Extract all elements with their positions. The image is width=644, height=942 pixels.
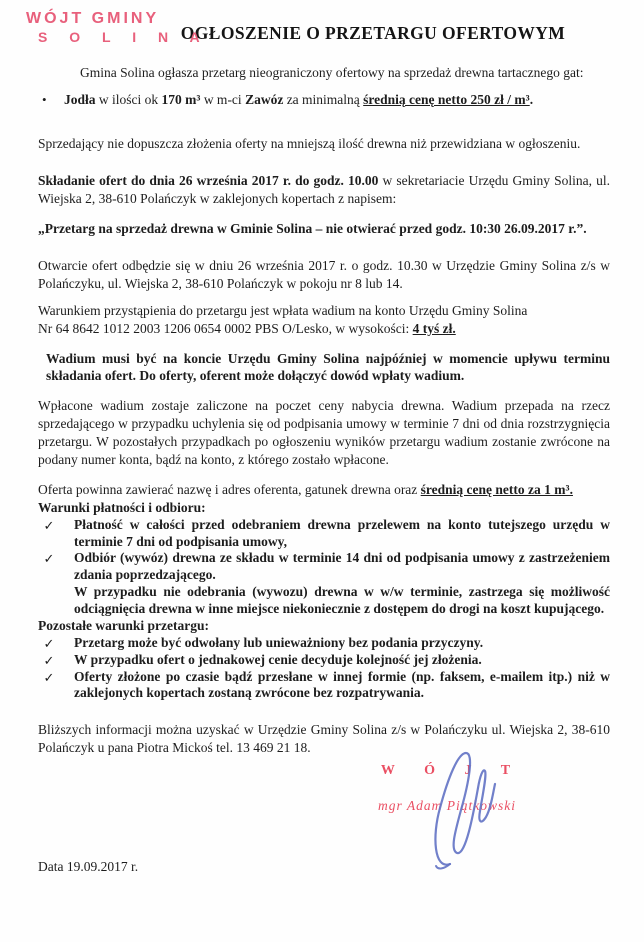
wood-species: Jodła bbox=[64, 91, 96, 107]
lot-seg2: w m-ci bbox=[200, 91, 246, 107]
lot-list-item bbox=[38, 91, 610, 109]
offer-price-requirement: średnią cenę netto za 1 m³. bbox=[420, 482, 573, 498]
payment-term-item-1 bbox=[38, 517, 610, 550]
payment-terms-heading: Warunki płatności i odbioru: bbox=[38, 500, 206, 516]
other-term-2-text: W przypadku ofert o jednakowej cenie decyduje kolejność jej złożenia. bbox=[74, 651, 482, 667]
lot-seg3: za minimalną bbox=[283, 91, 364, 107]
intro-paragraph: Gmina Solina ogłasza przetarg nieograniczony ofertowy na sprzedaż drewna tartacznego gat: bbox=[80, 65, 584, 80]
other-terms-heading: Pozostałe warunki przetargu: bbox=[38, 617, 209, 633]
offer-contents-pre: Oferta powinna zawierać nazwę i adres oferenta, gatunek drewna oraz bbox=[38, 482, 421, 498]
no-smaller-quantity-note: Sprzedający nie dopuszcza złożenia oferty na mniejszą ilość drewna niż przewidziana w ogłoszeniu. bbox=[38, 135, 581, 151]
other-term-1-text: Przetarg może być odwołany lub unieważniony bez podania przyczyny. bbox=[74, 634, 484, 650]
lot-description bbox=[64, 91, 610, 109]
checkmark-icon: ✓ bbox=[43, 635, 55, 651]
document-date: Data 19.09.2017 r. bbox=[38, 859, 139, 875]
bullet-icon: • bbox=[42, 91, 47, 107]
contact-info-paragraph: Bliższych informacji można uzyskać w Urzędzie Gminy Solina z/s w Polańczyku ul. Wiejska 2, 38-610 Polańczyk u pana Piotra Mickoś tel. 13 469 21 18. bbox=[38, 721, 610, 755]
deposit-requirement-paragraph bbox=[38, 302, 610, 338]
checkmark-icon: ✓ bbox=[43, 669, 55, 685]
stamp-municipality-line: S O L I N A bbox=[38, 28, 209, 45]
signatory-name-stamp: mgr Adam Piątkowski bbox=[378, 798, 516, 814]
payment-term-item-2 bbox=[38, 550, 610, 617]
opening-info-paragraph: Otwarcie ofert odbędzie się w dniu 26 września 2017 r. o godz. 10.30 w Urzędzie Gminy Solina z/s w Polańczyku, ul. Wiejska 2, 38-610 Polańczyk w pokoju nr 8 lub 14. bbox=[38, 257, 610, 291]
lot-seg1: w ilości ok bbox=[95, 91, 162, 107]
deposit-amount: 4 tyś zł. bbox=[412, 320, 456, 336]
submission-deadline-bold: Składanie ofert do dnia 26 września 2017 r. do godz. 10.00 bbox=[38, 172, 379, 188]
lot-place: Zawóz bbox=[245, 91, 284, 107]
other-term-item-1 bbox=[38, 635, 610, 652]
signatory-title-stamp: W Ó J T bbox=[380, 763, 524, 779]
deposit-requirement-line: Warunkiem przystąpienia do przetargu jest wpłata wadium na konto Urzędu Gminy Solina bbox=[38, 302, 528, 318]
account-number-line: Nr 64 8642 1012 2003 1206 0654 0002 PBS O/Lesko, w wysokości: bbox=[38, 320, 413, 336]
submission-deadline-paragraph bbox=[38, 172, 610, 208]
deposit-deadline-paragraph: Wadium musi być na koncie Urzędu Gminy Solina najpóźniej w momencie upływu terminu składania ofert. Do oferty, oferent może dołączyć dowód wpłaty wadium. bbox=[46, 350, 610, 384]
deposit-settlement-paragraph: Wpłacone wadium zostaje zaliczone na poczet ceny nabycia drewna. Wadium przepada na rzecz sprzedającego w przypadku uchylenia się od podpisania umowy w terminie 7 dni od dnia rozstrzygnięcia przetargu. W pozostałych przypadkach po ogłoszeniu wyników przetargu wadium zostanie zwrócone na podany numer konta, bądź na konto, z którego zostało wpłacone. bbox=[38, 398, 610, 468]
stamp-office-line: WÓJT GMINY bbox=[26, 10, 160, 27]
page-title: OGŁOSZENIE O PRZETARGU OFERTOWYM bbox=[180, 23, 566, 43]
lot-quantity: 170 m³ bbox=[161, 91, 201, 107]
submission-deadline-rest: w sekretariacie Urzędu Gminy Solina, ul. Wiejska 2, 38-610 Polańczyk w zaklejonych kopertach z napisem: bbox=[38, 172, 610, 206]
other-term-item-2 bbox=[38, 652, 610, 669]
lot-seg4: . bbox=[529, 91, 534, 107]
checkmark-icon: ✓ bbox=[43, 551, 55, 567]
payment-term-2-main: Odbiór (wywóz) drewna ze składu w terminie 14 dni od podpisania umowy z zastrzeżeniem zdania poprzedzającego. bbox=[74, 550, 610, 582]
payment-term-2-text bbox=[60, 550, 610, 617]
document-header bbox=[26, 10, 610, 54]
checkmark-icon: ✓ bbox=[43, 518, 55, 534]
checkmark-icon: ✓ bbox=[43, 652, 55, 668]
payment-term-2-extra: W przypadku nie odebrania (wywozu) drewna w w/w terminie, zastrzega się możliwość odciągnięcia drewna w inne miejsce niekoniecznie z dostępem do drogi na koszt kupującego. bbox=[74, 584, 610, 616]
offer-contents-paragraph bbox=[38, 481, 610, 499]
envelope-label-quote: „Przetarg na sprzedaż drewna w Gminie Solina – nie otwierać przed godz. 10:30 26.09.2017 r.”. bbox=[38, 220, 587, 236]
signature-block bbox=[332, 762, 562, 844]
municipality-stamp bbox=[26, 10, 209, 45]
payment-term-1-text: Płatność w całości przed odebraniem drewna przelewem na konto tutejszego urzędu w terminie 7 dni od podpisania umowy, bbox=[74, 517, 610, 549]
other-term-3-text: Oferty złożone po czasie bądź przesłane w innej formie (np. faksem, e-mailem itp.) niż w zaklejonych kopertach zostaną zwrócone bez rozpatrywania. bbox=[74, 668, 610, 701]
other-term-item-3 bbox=[38, 669, 610, 702]
minimum-price: średnią cenę netto 250 zł / m³ bbox=[363, 91, 530, 107]
